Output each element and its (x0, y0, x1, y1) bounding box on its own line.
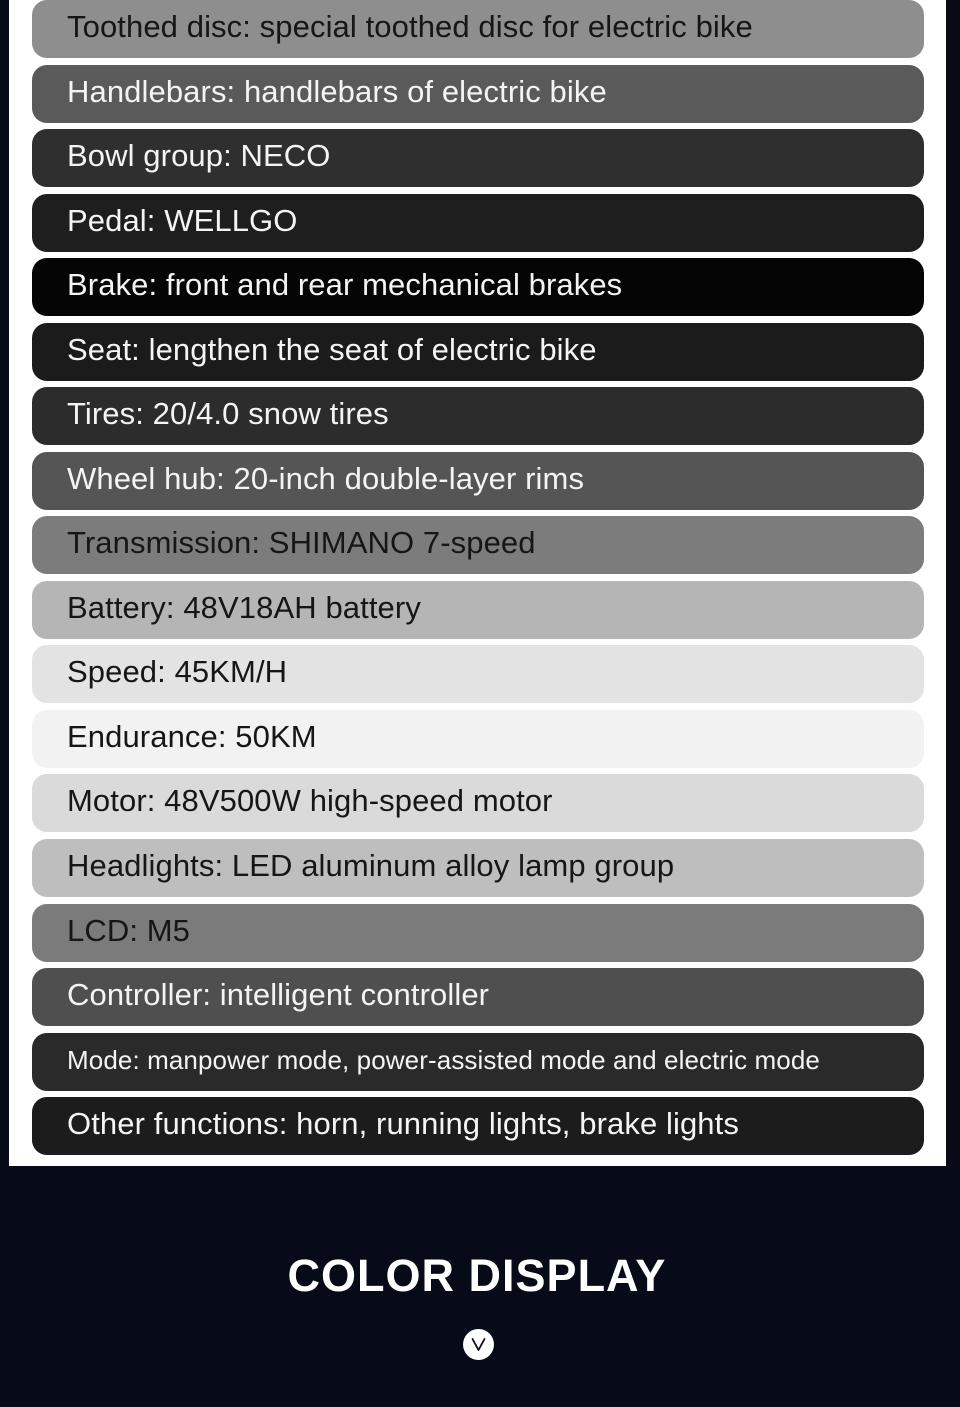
spec-item-label: Bowl group: NECO (67, 138, 331, 173)
spec-item (32, 839, 924, 897)
spec-item (32, 452, 924, 510)
spec-item-label: Wheel hub: 20-inch double-layer rims (67, 461, 585, 496)
spec-item (32, 323, 924, 381)
spec-item-label: Toothed disc: special toothed disc for electric bike (67, 9, 753, 44)
spec-item (32, 581, 924, 639)
spec-item-label: Transmission: SHIMANO 7-speed (67, 525, 536, 560)
spec-item (32, 258, 924, 316)
spec-item-label: Seat: lengthen the seat of electric bike (67, 332, 597, 367)
spec-item (32, 1097, 924, 1155)
spec-item-label: Speed: 45KM/H (67, 654, 288, 689)
scroll-down-button[interactable] (463, 1329, 494, 1360)
spec-item (32, 194, 924, 252)
spec-item-label: Headlights: LED aluminum alloy lamp group (67, 848, 675, 883)
spec-item-label: Tires: 20/4.0 snow tires (67, 396, 389, 431)
spec-item (32, 65, 924, 123)
section-title: COLOR DISPLAY (287, 1250, 667, 1301)
spec-item-label: Endurance: 50KM (67, 719, 317, 754)
spec-item (32, 774, 924, 832)
spec-item-label: Battery: 48V18AH battery (67, 590, 421, 625)
spec-item-label: Handlebars: handlebars of electric bike (67, 74, 607, 109)
spec-item-label: LCD: M5 (67, 913, 191, 948)
chevron-down-icon (470, 1336, 487, 1353)
spec-item-label: Controller: intelligent controller (67, 977, 490, 1012)
spec-item-label: Pedal: WELLGO (67, 203, 298, 238)
spec-item (32, 968, 924, 1026)
spec-item (32, 129, 924, 187)
spec-item-label: Brake: front and rear mechanical brakes (67, 267, 623, 302)
spec-item (32, 516, 924, 574)
spec-item-label: Motor: 48V500W high-speed motor (67, 783, 553, 818)
spec-item (32, 387, 924, 445)
spec-item-label: Mode: manpower mode, power-assisted mode and electric mode (67, 1044, 820, 1075)
spec-item (32, 1033, 924, 1091)
spec-item (32, 904, 924, 962)
spec-item-label: Other functions: horn, running lights, brake lights (67, 1106, 739, 1141)
spec-item (32, 710, 924, 768)
spec-item (32, 0, 924, 58)
spec-item (32, 645, 924, 703)
